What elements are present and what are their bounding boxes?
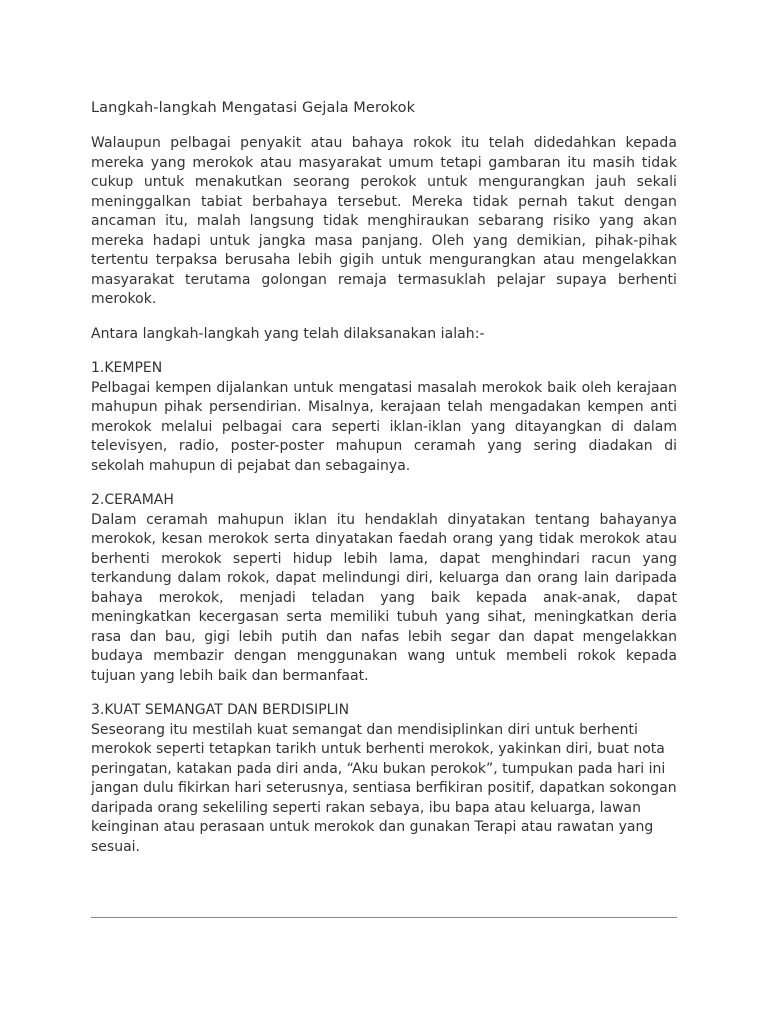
section-body: Dalam ceramah mahupun iklan itu hendaklah dinyatakan tentang bahayanya merokok, kesan merokok serta dinyatakan faedah orang yang tidak merokok atau berhenti merokok seperti hidup lebih lama, dapat menghindari racun yang terkandung dalam rokok, dapat melindungi diri, keluarga dan orang lain daripada bahaya merokok, menjadi teladan yang baik kepada anak-anak, dapat meningkatkan kecergasan serta memiliki tubuh yang sihat, meningkatkan deria rasa dan bau, gigi lebih putih dan nafas lebih segar dan dapat mengelakkan budaya membazir dengan menggunakan wang untuk membeli rokok kepada tujuan yang lebih baik dan bermanfaat. — [91, 511, 677, 684]
document-title: Langkah-langkah Mengatasi Gejala Merokok — [91, 100, 416, 116]
section-heading: 3.KUAT SEMANGAT DAN BERDISIPLIN — [91, 702, 350, 718]
page-divider — [91, 917, 677, 918]
section-heading: 1.KEMPEN — [91, 360, 163, 376]
section-body: Pelbagai kempen dijalankan untuk mengatasi masalah merokok baik oleh kerajaan mahupun pihak persendirian. Misalnya, kerajaan telah mengadakan kempen anti merokok melalui pelbagai cara seperti iklan-iklan yang ditayangkan di dalam televisyen, radio, poster-poster mahupun ceramah yang sering diadakan di sekolah mahupun di pejabat dan sebagainya. — [91, 379, 677, 474]
document-page — [91, 98, 677, 861]
section-body: Seseorang itu mestilah kuat semangat dan mendisiplinkan diri untuk berhenti merokok seperti tetapkan tarikh untuk berhenti merokok, yakinkan diri, buat nota peringatan, katakan pada diri anda, “Aku bukan perokok”, tumpukan pada hari ini jangan dulu fikirkan hari seterusnya, sentiasa berfikiran positif, dapatkan sokongan daripada orang sekeliling seperti rakan sebaya, ibu bapa atau keluarga, lawan keinginan atau perasaan untuk merokok dan gunakan Terapi atau rawatan yang sesuai. — [91, 721, 677, 855]
section-kempen — [91, 359, 677, 476]
intro-paragraph: Walaupun pelbagai penyakit atau bahaya rokok itu telah didedahkan kepada mereka yang merokok atau masyarakat umum tetapi gambaran itu masih tidak cukup untuk menakutkan seorang perokok untuk mengurangkan jauh sekali meninggalkan tabiat berbahaya tersebut. Mereka tidak pernah takut dengan ancaman itu, malah langsung tidak menghiraukan sebarang risiko yang akan mereka hadapi untuk jangka masa panjang. Oleh yang demikian, pihak-pihak tertentu terpaksa berusaha lebih gigih untuk mengurangkan atau mengelakkan masyarakat terutama golongan remaja termasuklah pelajar supaya berhenti merokok. — [91, 135, 677, 307]
lead-paragraph: Antara langkah-langkah yang telah dilaksanakan ialah:- — [91, 325, 485, 342]
section-kuat-semangat — [91, 701, 677, 857]
section-ceramah — [91, 491, 677, 686]
section-heading: 2.CERAMAH — [91, 492, 174, 508]
